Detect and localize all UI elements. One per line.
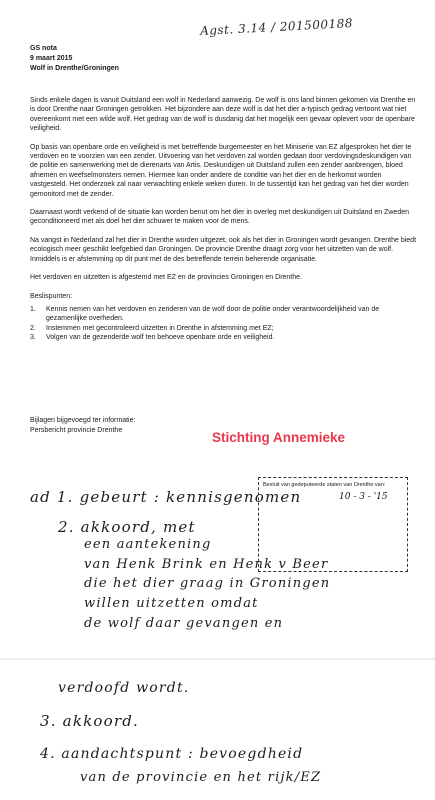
- list-item: [30, 333, 418, 342]
- watermark-text: Stichting Annemieke: [212, 430, 346, 445]
- paragraph: Op basis van openbare orde en veiligheid is met betreffende burgemeester en het Miniserie van EZ afgesproken het dier te verdoven en te voorzien van een zender. Uitvoering van het verdoven zal worden gedaan door verdovingsdeskundigen van de politie en samenwerking met de dierenarts van Artis. Deskundigen uit Duitsland zullen een zender aanbrengen, bloed afnemen en weefselmonsters nemen. Hiermee kan onder andere de conditie van het dier en de herkomst worden vastgesteld. Het onderzoek zal naar verwachting enkele weken duren. In de tussentijd kan het gedrag van het dier worden gemonitord met de zender.: [30, 143, 412, 198]
- list-item-number: 3.: [30, 334, 36, 342]
- handwritten-note: 2. akkoord, met: [58, 518, 196, 536]
- handwritten-note: de wolf daar gevangen en: [84, 616, 284, 631]
- stamp-label: Besluit van gedeputeerde staten van Drenthe van:: [263, 482, 386, 488]
- handwritten-note: die het dier graag in Groningen: [84, 576, 331, 591]
- doc-subject: Wolf in Drenthe/Groningen: [30, 65, 119, 72]
- beslispunten-list: [30, 305, 418, 343]
- doc-type: GS nota: [30, 45, 57, 52]
- list-item-text: Volgen van de gezenderde wolf ten behoeve openbare orde en veiligheid.: [46, 334, 275, 342]
- document-body: [30, 96, 418, 353]
- beslispunten-title: Beslispunten:: [30, 292, 73, 300]
- attachments-label: Bijlagen bijgevoegd ter informatie:: [30, 417, 136, 424]
- list-item: [30, 305, 418, 324]
- handwritten-note: willen uitzetten omdat: [84, 596, 259, 611]
- handwritten-note: van de provincie en het rijk/EZ: [80, 770, 322, 785]
- paragraph: Na vangst in Nederland zal het dier in Drenthe worden uitgezet, ook als het dier in Groningen wordt gevangen. Drenthe biedt ecologisch meer geschikt leefgebied dan Groningen. De provincie Drenthe draagt zorg voor het uitzetten van de wolf. Inmiddels is er afstemming op dit punt met de des betreffende terrein beherende organisatie.: [30, 236, 417, 263]
- handwritten-note: ad 1. gebeurt : kennisgenomen: [30, 488, 302, 506]
- handwritten-note: 3. akkoord.: [40, 712, 140, 730]
- paragraph: Sinds enkele dagen is vanuit Duitsland een wolf in Nederland aanwezig. De wolf is ons land binnen gekomen via Drenthe en is door Drenthe naar Groningen getrokken. Het bijzondere aan deze wolf is dat het dier a-typisch gedrag vertoont wat niet overeenkomt met een wilde wolf. Het gedrag van de wolf is dusdanig dat het mogelijk een gevaar oplevert voor de openbare veiligheid.: [30, 97, 416, 133]
- stamp-date: 10 - 3 - '15: [339, 492, 388, 502]
- handwritten-note: verdoofd wordt.: [58, 680, 190, 696]
- attachments: [30, 416, 135, 435]
- handwritten-note: een aantekening: [84, 537, 212, 552]
- page-divider: [0, 658, 435, 660]
- paragraph: Daarnaast wordt verkend of de situatie kan worden benut om het dier in overleg met deskundigen uit Duitsland en Zweden geconditioneerd met als doel het dier schuwer te maken voor de mens.: [30, 209, 410, 226]
- doc-date: 9 maart 2015: [30, 55, 73, 62]
- list-item: [30, 324, 418, 333]
- list-item-text: Instemmen met gecontroleerd uitzetten in Drenthe in afstemming met EZ;: [46, 324, 274, 332]
- attachments-item: Persbericht provincie Drenthe: [30, 426, 123, 434]
- handwritten-note: 4. aandachtspunt : bevoegdheid: [40, 746, 304, 762]
- list-item-number: 1.: [30, 305, 36, 313]
- handwritten-note: van Henk Brink en Henk v Beer: [84, 557, 329, 572]
- list-item-number: 2.: [30, 324, 36, 332]
- agenda-number-annotation: Agst. 3.14 / 201500188: [199, 16, 354, 38]
- list-item-text: Kennis nemen van het verdoven en zenderen van de wolf door de politie onder verantwoordelijkheid van de gezamenlijke overheden.: [46, 305, 380, 323]
- paragraph: Het verdoven en uitzetten is afgestemd met EZ en de provincies Groningen en Drenthe.: [30, 274, 302, 282]
- document-header: [30, 44, 119, 74]
